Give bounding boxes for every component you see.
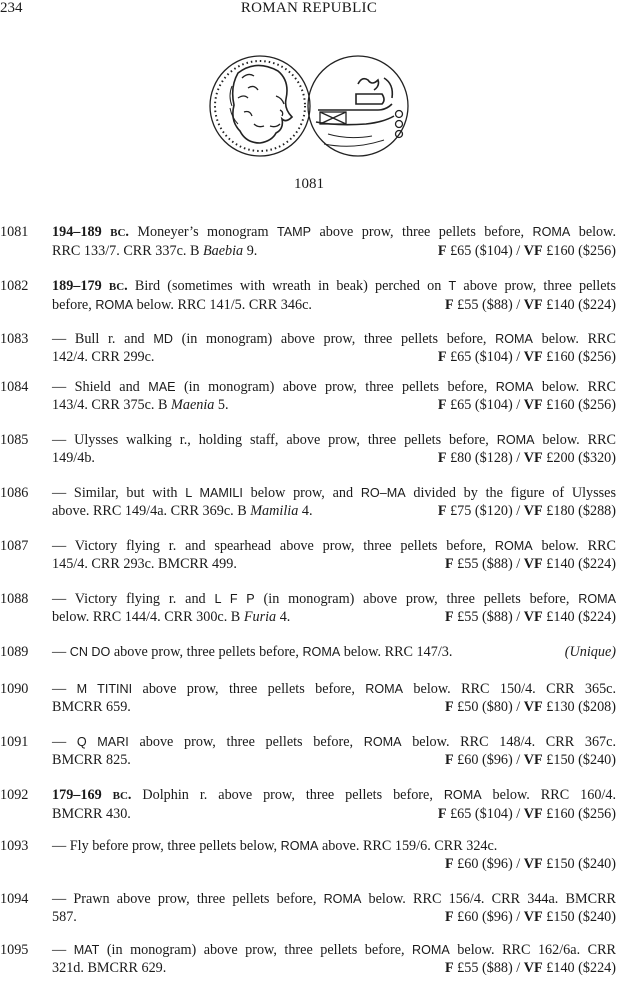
entry-number: 1088 [0,591,29,607]
entry-number: 1095 [0,942,29,958]
entry-line-2: 145/4. CRR 293c. BMCRR 499. F £55 ($88) / VF £140 ($224) [52,556,616,572]
entry-line-2: 587. F £60 ($96) / VF £150 ($240) [52,909,616,925]
entry-number: 1093 [0,838,29,854]
reverse-prow-coin [308,56,408,156]
entry-description: — Ulysses walking r., holding staff, above prow, three pellets before, ROMA below. RRC [52,432,616,448]
coin-illustration [208,48,410,164]
entry-price: F £50 ($80) / VF £130 ($208) [444,699,616,715]
entry-line-2: below. RRC 144/4. CRR 300c. B Furia 4. F £55 ($88) / VF £140 ($224) [52,609,616,625]
entry-price: (Unique) [564,644,616,660]
entry-number: 1094 [0,891,29,907]
entry-line-2: 142/4. CRR 299c. F £65 ($104) / VF £160 ($256) [52,349,616,365]
entry-price: F £55 ($88) / VF £140 ($224) [444,960,616,976]
entry-description: — M TITINI above prow, three pellets before, ROMA below. RRC 150/4. CRR 365c. [52,681,617,697]
entry-number: 1083 [0,331,29,347]
entry-line-2: BMCRR 659. F £50 ($80) / VF £130 ($208) [52,699,616,715]
entry-price: F £65 ($104) / VF £160 ($256) [437,397,616,413]
entry-number: 1081 [0,224,29,240]
entry-description: — CN DO above prow, three pellets before, ROMA below. RRC 147/3. (Unique) [52,644,616,660]
entry-line-2: BMCRR 430. F £65 ($104) / VF £160 ($256) [52,806,616,822]
entry-number: 1087 [0,538,29,554]
entry-line-2: above. RRC 149/4a. CRR 369c. B Mamilia 4. F £75 ($120) / VF £180 ($288) [52,503,616,519]
entry-number: 1085 [0,432,29,448]
entry-line-2: RRC 133/7. CRR 337c. B Baebia 9. F £65 ($104) / VF £160 ($256) [52,243,616,259]
entry-number: 1092 [0,787,29,803]
running-head: ROMAN REPUBLIC [240,0,378,16]
entry-number: 1089 [0,644,29,660]
entry-price: F £60 ($96) / VF £150 ($240) [444,856,616,872]
entry-description: — Similar, but with L MAMILI below prow, and RO–MA divided by the figure of Ulysses [52,485,616,501]
entry-price: F £55 ($88) / VF £140 ($224) [444,297,616,313]
entry-price: F £60 ($96) / VF £150 ($240) [444,752,616,768]
obverse-janus-head-coin [210,56,310,156]
entry-price: F £60 ($96) / VF £150 ($240) [444,909,616,925]
page-number: 234 [0,0,23,16]
entry-number: 1090 [0,681,29,697]
entry-description: — Prawn above prow, three pellets before, ROMA below. RRC 156/4. CRR 344a. BMCRR [52,891,617,907]
entry-line-2: before, ROMA below. RRC 141/5. CRR 346c. F £55 ($88) / VF £140 ($224) [52,297,616,313]
entry-price: F £55 ($88) / VF £140 ($224) [444,556,616,572]
entry-description: — Fly before prow, three pellets below, ROMA above. RRC 159/6. CRR 324c. [52,838,498,854]
entry-date: 179–169 BC. [52,787,132,803]
entry-line-2: 143/4. CRR 375c. B Maenia 5. F £65 ($104) / VF £160 ($256) [52,397,616,413]
entry-description: — Bull r. and MD (in monogram) above prow, three pellets before, ROMA below. RRC [52,331,616,347]
figure-caption: 1081 [294,176,324,192]
entry-price: F £75 ($120) / VF £180 ($288) [437,503,616,519]
entry-description: 194–189 BC. Moneyer’s monogram TAMP above prow, three pellets before, ROMA below. [52,224,617,240]
entry-line-2: BMCRR 825. F £60 ($96) / VF £150 ($240) [52,752,616,768]
entry-description: — Shield and MAE (in monogram) above prow, three pellets before, ROMA below. RRC [52,379,617,395]
entry-number: 1086 [0,485,29,501]
entry-description: — Victory flying r. and spearhead above prow, three pellets before, ROMA below. RRC [52,538,616,554]
entry-line-2: 149/4b. F £80 ($128) / VF £200 ($320) [52,450,616,466]
entry-description: — Q MARI above prow, three pellets before, ROMA below. RRC 148/4. CRR 367c. [52,734,616,750]
entry-price: F £65 ($104) / VF £160 ($256) [437,349,616,365]
entry-price: F £80 ($128) / VF £200 ($320) [437,450,616,466]
entry-description: — Victory flying r. and L F P (in monogram) above prow, three pellets before, ROMA [52,591,616,607]
entry-description: 179–169 BC. Dolphin r. above prow, three pellets before, ROMA below. RRC 160/4. [52,787,616,803]
entry-number: 1084 [0,379,29,395]
entry-price: F £65 ($104) / VF £160 ($256) [437,243,616,259]
entry-number: 1091 [0,734,29,750]
entry-number: 1082 [0,278,29,294]
entry-price: F £55 ($88) / VF £140 ($224) [444,609,616,625]
entry-date: 189–179 BC. [52,278,128,294]
entry-price: F £65 ($104) / VF £160 ($256) [437,806,616,822]
entry-description: — MAT (in monogram) above prow, three pellets before, ROMA below. RRC 162/6a. CRR [52,942,616,958]
entry-line-2: 321d. BMCRR 629. F £55 ($88) / VF £140 ($224) [52,960,616,976]
entry-description: 189–179 BC. Bird (sometimes with wreath in beak) perched on T above prow, three pellets [52,278,617,294]
entry-date: 194–189 BC. [52,224,129,240]
entry-line-2 [52,855,616,873]
